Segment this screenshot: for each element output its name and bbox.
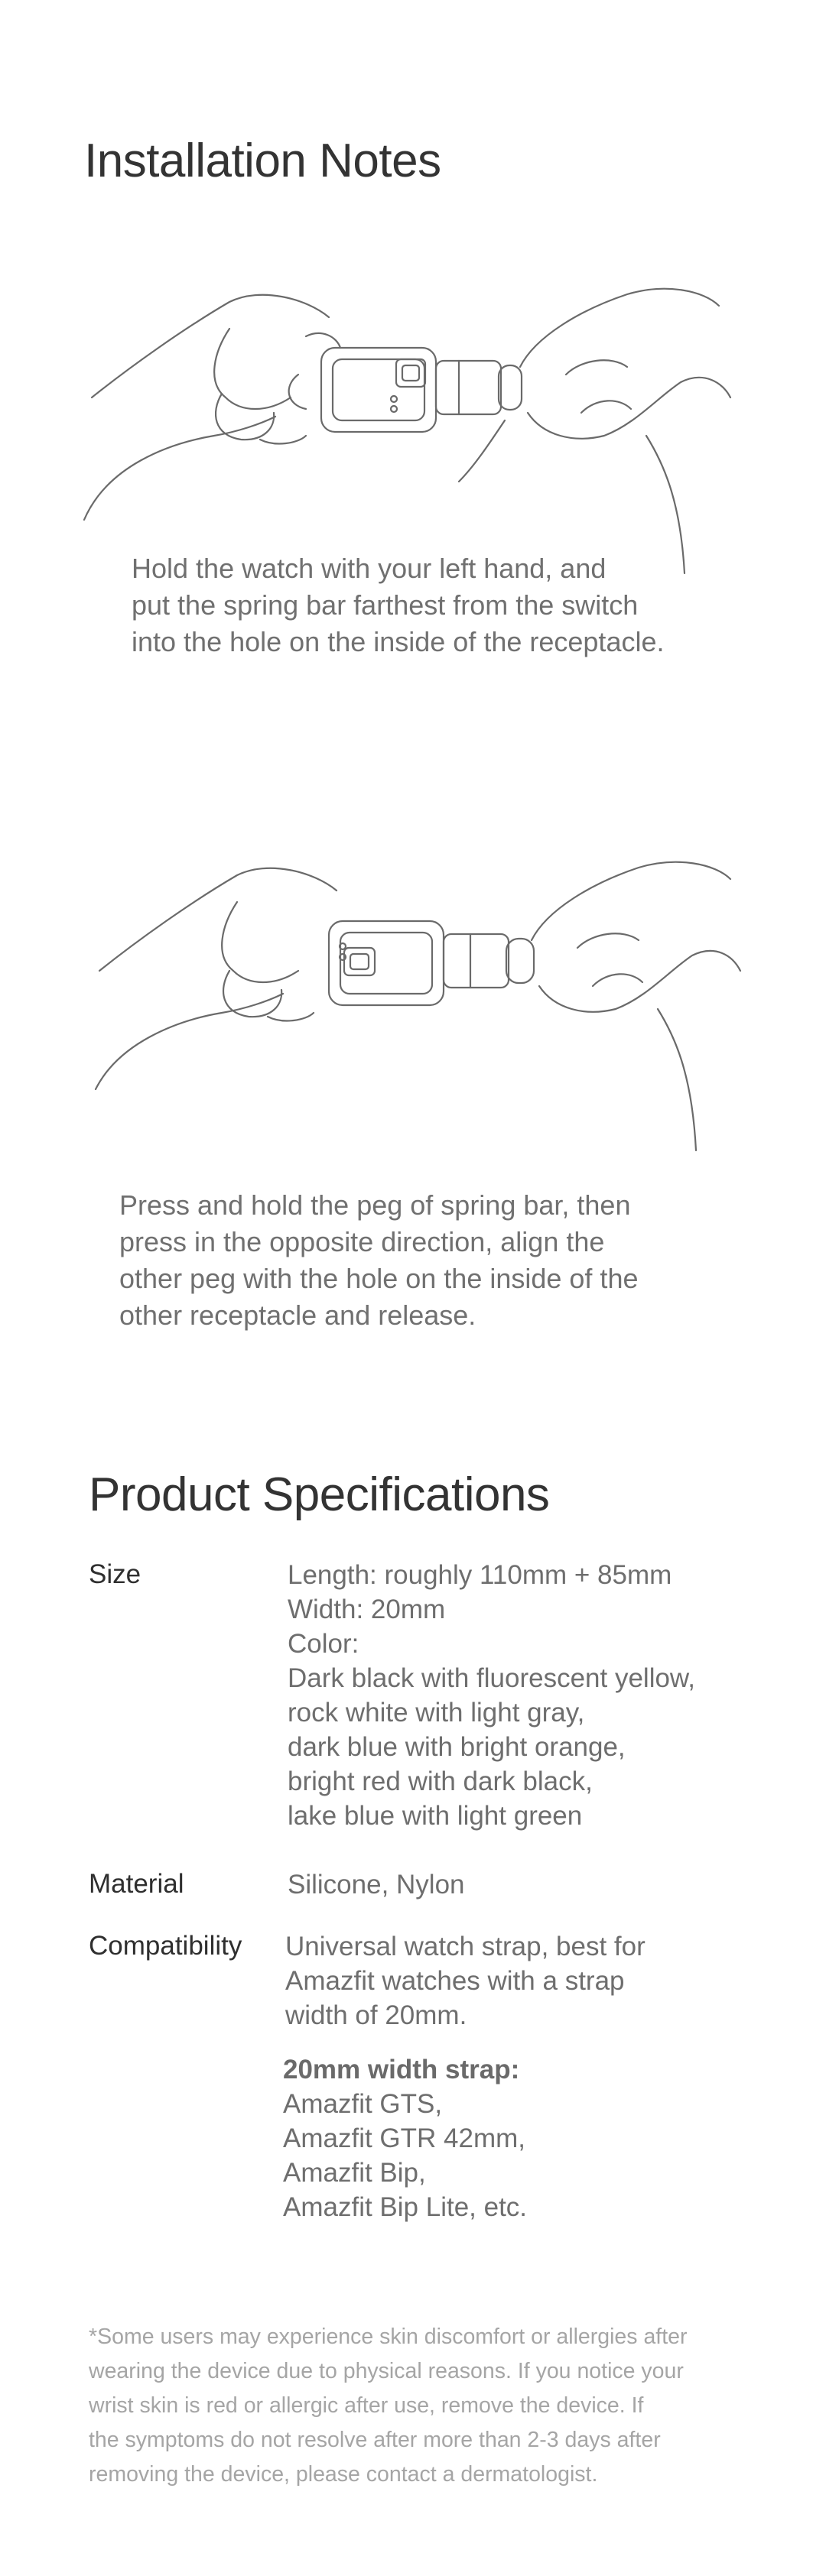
size-line: Color: (288, 1629, 359, 1659)
size-label: Size (89, 1559, 141, 1589)
step1-line: Hold the watch with your left hand, and (132, 553, 606, 584)
step2-line: Press and hold the peg of spring bar, then (119, 1189, 631, 1221)
disclaimer-line: *Some users may experience skin discomfort or allergies after (89, 2325, 688, 2349)
strap-model: Amazfit GTS, (283, 2089, 443, 2119)
strap-heading: 20mm width strap: (283, 2055, 520, 2084)
compatibility-line: Amazfit watches with a strap (285, 1966, 625, 1996)
size-line: Length: roughly 110mm + 85mm (288, 1560, 672, 1590)
disclaimer (89, 2320, 762, 2492)
step2-line: other receptacle and release. (119, 1299, 476, 1331)
size-line: Dark black with fluorescent yellow, (288, 1663, 695, 1693)
installation-title: Installation Notes (84, 135, 441, 187)
step1-line: into the hole on the inside of the receptacle. (132, 626, 665, 657)
material-label: Material (89, 1869, 184, 1899)
step2-line: other peg with the hole on the inside of the (119, 1263, 639, 1294)
size-line: dark blue with bright orange, (288, 1732, 626, 1762)
compatibility-line: Universal watch strap, best for (285, 1932, 646, 1961)
strap-models (283, 2052, 527, 2224)
size-line: bright red with dark black, (288, 1767, 593, 1796)
compatibility-value (285, 1929, 646, 2033)
disclaimer-line: wrist skin is red or allergic after use, remove the device. If (89, 2393, 644, 2418)
strap-model: Amazfit Bip Lite, etc. (283, 2192, 528, 2222)
disclaimer-line: removing the device, please contact a dermatologist. (89, 2462, 598, 2487)
step2-text (119, 1187, 716, 1334)
material-value: Silicone, Nylon (288, 1870, 465, 1900)
size-value (288, 1558, 695, 1833)
specs-title: Product Specifications (89, 1468, 550, 1521)
step1-line: put the spring bar farthest from the switch (132, 589, 639, 621)
compatibility-label: Compatibility (89, 1931, 242, 1961)
disclaimer-line: the symptoms do not resolve after more than 2-3 days after (89, 2428, 661, 2452)
strap-model: Amazfit Bip, (283, 2158, 426, 2188)
step2-line: press in the opposite direction, align the (119, 1226, 605, 1257)
step1-text (132, 550, 728, 660)
disclaimer-line: wearing the device due to physical reasons. If you notice your (89, 2359, 684, 2383)
size-line: rock white with light gray, (288, 1698, 585, 1728)
compatibility-line: width of 20mm. (285, 2000, 467, 2030)
size-line: lake blue with light green (288, 1801, 583, 1831)
step2-illustration (84, 856, 742, 1162)
size-line: Width: 20mm (288, 1595, 446, 1624)
step1-illustration (76, 283, 734, 589)
strap-model: Amazfit GTR 42mm, (283, 2123, 525, 2153)
